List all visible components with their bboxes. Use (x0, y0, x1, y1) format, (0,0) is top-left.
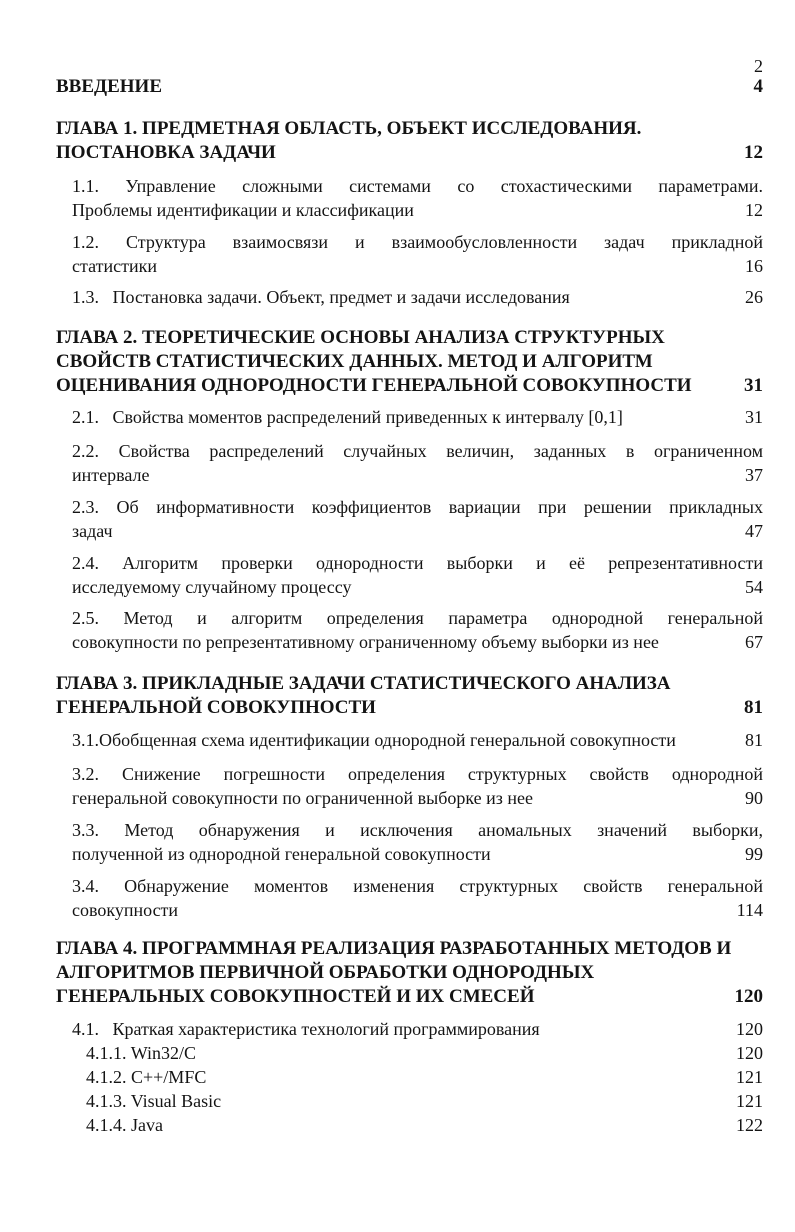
toc-chapter-2[interactable] (56, 326, 763, 398)
section-text: совокупности по репрезентативному ограниченному объему выборки из нее (72, 632, 659, 652)
section-text: статистики (72, 256, 157, 276)
section-page: 12 (745, 200, 763, 220)
subsection-page: 121 (736, 1091, 763, 1111)
chapter-title-line: СВОЙСТВ СТАТИСТИЧЕСКИХ ДАННЫХ. МЕТОД И АЛГОРИТМ (56, 351, 653, 372)
section-text: Постановка задачи. Объект, предмет и задачи исследования (112, 287, 570, 307)
subsection-page: 121 (736, 1067, 763, 1087)
section-text: Метод обнаружения и исключения аномальных значений выборки, (124, 820, 763, 840)
section-number: 2.5. (72, 608, 99, 628)
chapter-page: 12 (744, 142, 763, 163)
chapter-title-line: ГЕНЕРАЛЬНЫХ СОВОКУПНОСТЕЙ И ИХ СМЕСЕЙ (56, 986, 535, 1007)
section-number: 4.1. (72, 1019, 99, 1039)
toc-subsection-4-1-1[interactable] (86, 1041, 763, 1065)
subsection-number: 4.1.4. (86, 1115, 127, 1135)
toc-section-1-2[interactable] (72, 230, 763, 278)
section-page: 54 (745, 577, 763, 597)
subsection-number: 4.1.3. (86, 1091, 127, 1111)
chapter-title-line: ГЕНЕРАЛЬНОЙ СОВОКУПНОСТИ (56, 697, 376, 718)
chapter-title-line: ОЦЕНИВАНИЯ ОДНОРОДНОСТИ ГЕНЕРАЛЬНОЙ СОВОКУПНОСТИ (56, 375, 692, 396)
section-text: Об информативности коэффициентов вариации при решении прикладных (116, 497, 764, 517)
toc-section-2-3[interactable] (72, 495, 763, 543)
section-text: Снижение погрешности определения структурных свойств однородной (121, 764, 764, 784)
toc-section-3-3[interactable] (72, 818, 763, 866)
chapter-title-line: ГЛАВА 3. ПРИКЛАДНЫЕ ЗАДАЧИ СТАТИСТИЧЕСКОГО АНАЛИЗА (56, 673, 671, 694)
section-page: 120 (736, 1019, 763, 1039)
section-page: 31 (745, 407, 763, 427)
toc-section-3-1[interactable] (72, 728, 763, 752)
chapter-title-line: ГЛАВА 2. ТЕОРЕТИЧЕСКИЕ ОСНОВЫ АНАЛИЗА СТРУКТУРНЫХ (56, 327, 665, 348)
section-page: 90 (745, 788, 763, 808)
toc-section-2-2[interactable] (72, 439, 763, 487)
section-number: 1.2. (72, 232, 99, 252)
section-text: Алгоритм проверки однородности выборки и её репрезентативности (122, 553, 763, 573)
section-number: 2.2. (72, 441, 99, 461)
section-text: Свойства распределений случайных величин, заданных в ограниченном (118, 441, 764, 461)
toc-section-2-1[interactable] (72, 405, 763, 429)
section-text: полученной из однородной генеральной совокупности (72, 844, 491, 864)
toc-section-4-1[interactable] (72, 1017, 763, 1041)
section-number: 3.4. (72, 876, 99, 896)
toc-section-1-3[interactable] (72, 285, 763, 309)
subsection-page: 122 (736, 1115, 763, 1135)
section-number: 3.1. (72, 730, 99, 750)
chapter-title-line: ГЛАВА 4. ПРОГРАММНАЯ РЕАЛИЗАЦИЯ РАЗРАБОТАННЫХ МЕТОДОВ И (56, 938, 732, 959)
toc-subsection-4-1-4[interactable] (86, 1113, 763, 1137)
section-number: 1.3. (72, 287, 99, 307)
section-text: Структура взаимосвязи и взаимообусловленности задач прикладной (125, 232, 763, 252)
toc-section-1-1[interactable] (72, 174, 763, 222)
section-text: Управление сложными системами со стохастическими параметрами. (125, 176, 763, 196)
subsection-text: C++/MFC (131, 1067, 207, 1087)
intro-page: 4 (753, 76, 763, 97)
section-page: 47 (745, 521, 763, 541)
chapter-title-line: ГЛАВА 1. ПРЕДМЕТНАЯ ОБЛАСТЬ, ОБЪЕКТ ИССЛЕДОВАНИЯ. (56, 118, 642, 139)
section-page: 114 (736, 900, 763, 920)
section-text: совокупности (72, 900, 179, 920)
section-page: 37 (745, 465, 763, 485)
section-number: 2.3. (72, 497, 99, 517)
section-text: генеральной совокупности по ограниченной выборке из нее (72, 788, 534, 808)
toc-chapter-1[interactable] (56, 117, 763, 165)
chapter-page: 120 (734, 986, 763, 1007)
subsection-text: Visual Basic (130, 1091, 222, 1111)
toc-section-2-4[interactable] (72, 551, 763, 599)
section-text: Метод и алгоритм определения параметра однородной генеральной (123, 608, 763, 628)
subsection-number: 4.1.1. (86, 1043, 127, 1063)
toc-subsection-4-1-2[interactable] (86, 1065, 763, 1089)
toc-subsections-4-1 (86, 1041, 763, 1137)
section-page: 99 (745, 844, 763, 864)
section-text: Обнаружение моментов изменения структурных свойств генеральной (124, 876, 764, 896)
chapter-title-line: ПОСТАНОВКА ЗАДАЧИ (56, 142, 276, 163)
section-page: 81 (745, 730, 763, 750)
section-number: 2.1. (72, 407, 99, 427)
section-page: 16 (745, 256, 763, 276)
toc-intro[interactable] (56, 75, 763, 99)
section-text: задач (72, 521, 113, 541)
intro-title: ВВЕДЕНИЕ (56, 76, 162, 97)
page-number: 2 (754, 56, 763, 76)
toc-chapter-4[interactable] (56, 937, 763, 1009)
chapter-page: 31 (744, 375, 763, 396)
toc-section-3-4[interactable] (72, 874, 763, 922)
section-number: 3.2. (72, 764, 99, 784)
toc-section-2-5[interactable] (72, 606, 763, 654)
section-number: 3.3. (72, 820, 99, 840)
section-text: Краткая характеристика технологий программирования (112, 1019, 540, 1039)
section-text: исследуемому случайному процессу (72, 577, 352, 597)
subsection-page: 120 (736, 1043, 763, 1063)
section-page: 67 (745, 632, 763, 652)
subsection-text: Java (131, 1115, 163, 1135)
section-number: 2.4. (72, 553, 99, 573)
toc-subsection-4-1-3[interactable] (86, 1089, 763, 1113)
chapter-page: 81 (744, 697, 763, 718)
toc-chapter-3[interactable] (56, 672, 763, 720)
section-page: 26 (745, 287, 763, 307)
toc-section-3-2[interactable] (72, 762, 763, 810)
section-text: Проблемы идентификации и классификации (72, 200, 414, 220)
section-text: Обобщенная схема идентификации однородной генеральной совокупности (99, 730, 676, 750)
section-number: 1.1. (72, 176, 99, 196)
section-text: интервале (72, 465, 150, 485)
chapter-title-line: АЛГОРИТМОВ ПЕРВИЧНОЙ ОБРАБОТКИ ОДНОРОДНЫХ (56, 962, 595, 983)
subsection-text: Win32/C (130, 1043, 196, 1063)
subsection-number: 4.1.2. (86, 1067, 127, 1087)
section-text: Свойства моментов распределений приведенных к интервалу [0,1] (112, 407, 623, 427)
